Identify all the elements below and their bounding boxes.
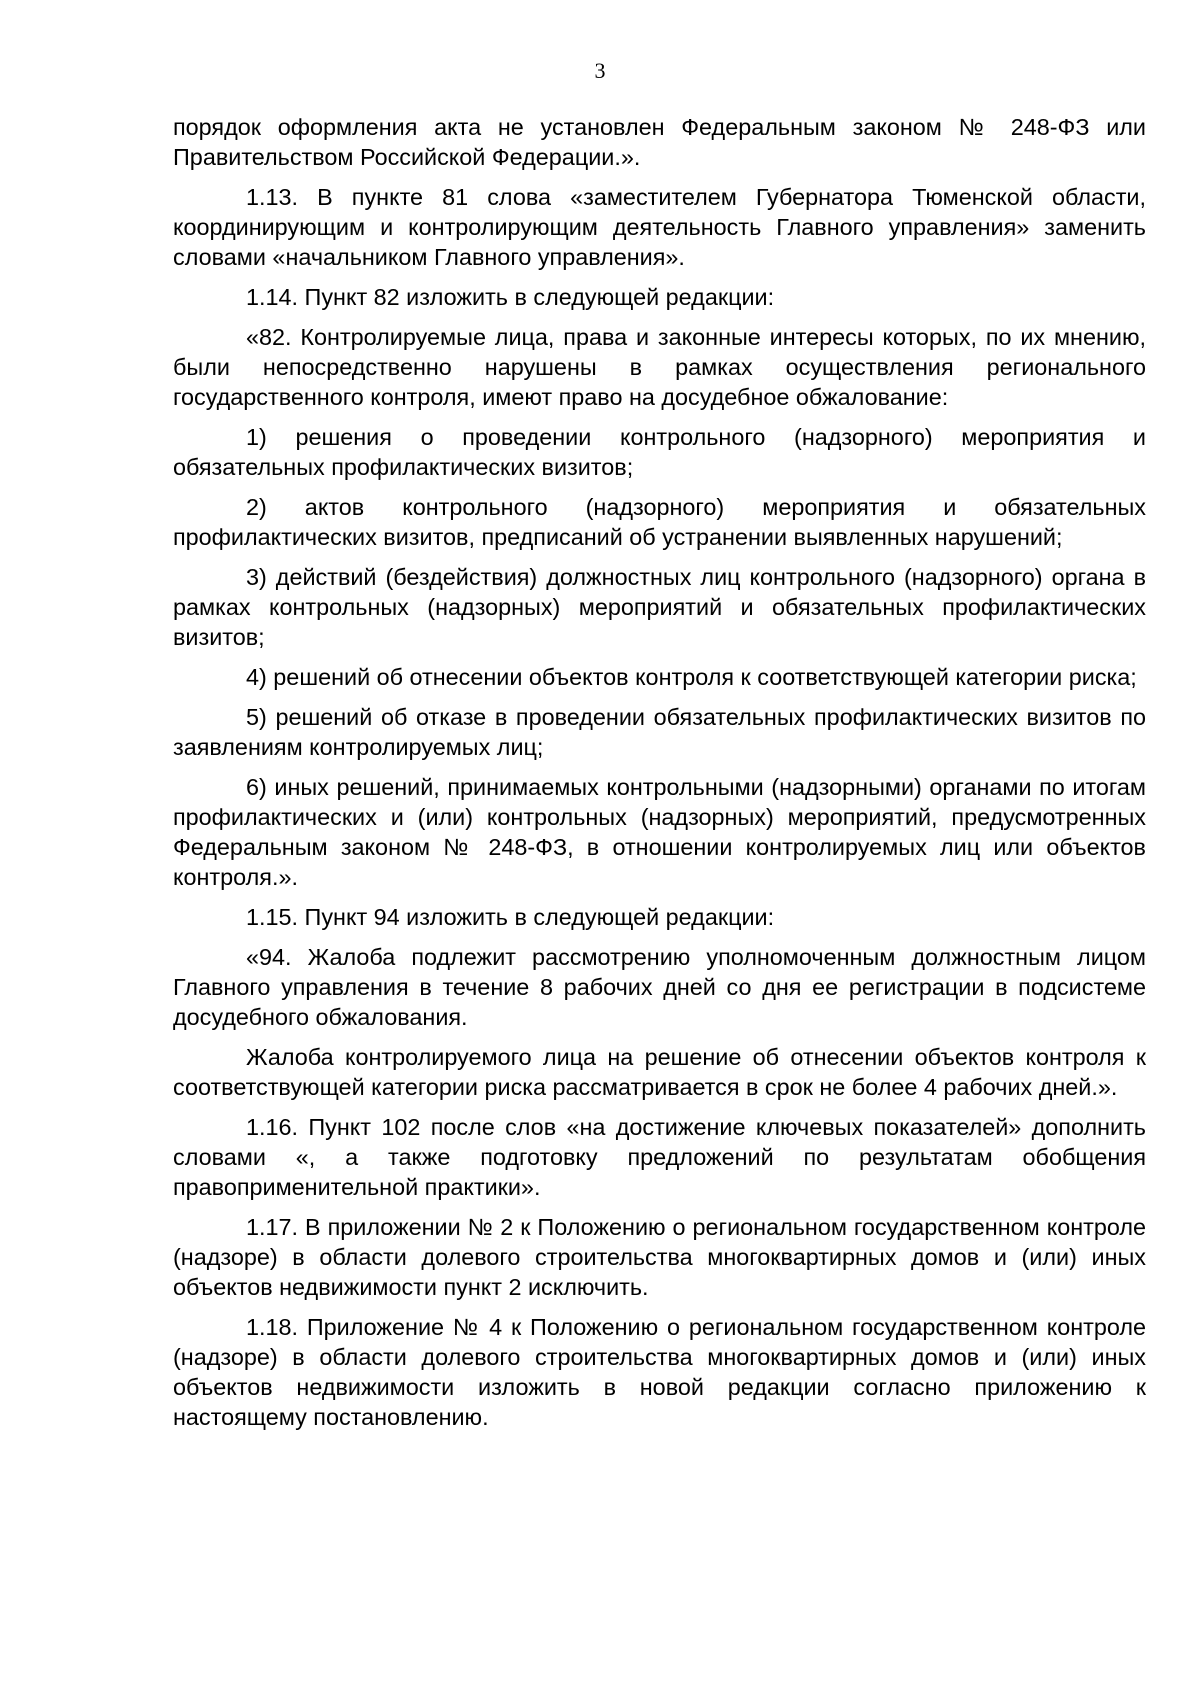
paragraph-1-13: 1.13. В пункте 81 слова «заместителем Губернатора Тюменской области, координирующим и контролирующим деятельность Главного управления» заменить словами «начальником Главного управления».	[173, 184, 1146, 270]
paragraph-1-16: 1.16. Пункт 102 после слов «на достижение ключевых показателей» дополнить словами «, а также подготовку предложений по результатам обобщения правоприменительной практики».	[173, 1114, 1146, 1200]
paragraph-1-14: 1.14. Пункт 82 изложить в следующей редакции:	[246, 284, 775, 310]
paragraph-1-15: 1.15. Пункт 94 изложить в следующей редакции:	[246, 904, 775, 930]
document-body	[173, 112, 1146, 1442]
list-item-1: 1) решения о проведении контрольного (надзорного) мероприятия и обязательных профилактических визитов;	[173, 424, 1146, 480]
paragraph-item-94: «94. Жалоба подлежит рассмотрению уполномоченным должностным лицом Главного управления в течение 8 рабочих дней со дня ее регистрации в подсистеме досудебного обжалования.	[173, 944, 1146, 1030]
list-item-6: 6) иных решений, принимаемых контрольными (надзорными) органами по итогам профилактических и (или) контрольных (надзорных) мероприятий, предусмотренных Федеральным законом № 248-ФЗ, в отношении контролируемых лиц или объектов контроля.».	[173, 774, 1146, 890]
paragraph-complaint: Жалоба контролируемого лица на решение об отнесении объектов контроля к соответствующей категории риска рассматривается в срок не более 4 рабочих дней.».	[173, 1044, 1146, 1100]
paragraph-1-18: 1.18. Приложение № 4 к Положению о региональном государственном контроле (надзоре) в области долевого строительства многоквартирных домов и (или) иных объектов недвижимости изложить в новой редакции согласно приложению к настоящему постановлению.	[173, 1314, 1146, 1430]
list-item-4: 4) решений об отнесении объектов контроля к соответствующей категории риска;	[246, 664, 1137, 690]
paragraph-item-82: «82. Контролируемые лица, права и законные интересы которых, по их мнению, были непосредственно нарушены в рамках осуществления регионального государственного контроля, имеют право на досудебное обжалование:	[173, 324, 1146, 410]
list-item-5: 5) решений об отказе в проведении обязательных профилактических визитов по заявлениям контролируемых лиц;	[173, 704, 1146, 760]
paragraph-continuation: порядок оформления акта не установлен Федеральным законом № 248-ФЗ или Правительством Российской Федерации.».	[173, 114, 1146, 170]
page-number: 3	[594, 58, 606, 83]
list-item-2: 2) актов контрольного (надзорного) мероприятия и обязательных профилактических визитов, предписаний об устранении выявленных нарушений;	[173, 494, 1146, 550]
list-item-3: 3) действий (бездействия) должностных лиц контрольного (надзорного) органа в рамках контрольных (надзорных) мероприятий и обязательных профилактических визитов;	[173, 564, 1146, 650]
paragraph-1-17: 1.17. В приложении № 2 к Положению о региональном государственном контроле (надзоре) в области долевого строительства многоквартирных домов и (или) иных объектов недвижимости пункт 2 исключить.	[173, 1214, 1146, 1300]
